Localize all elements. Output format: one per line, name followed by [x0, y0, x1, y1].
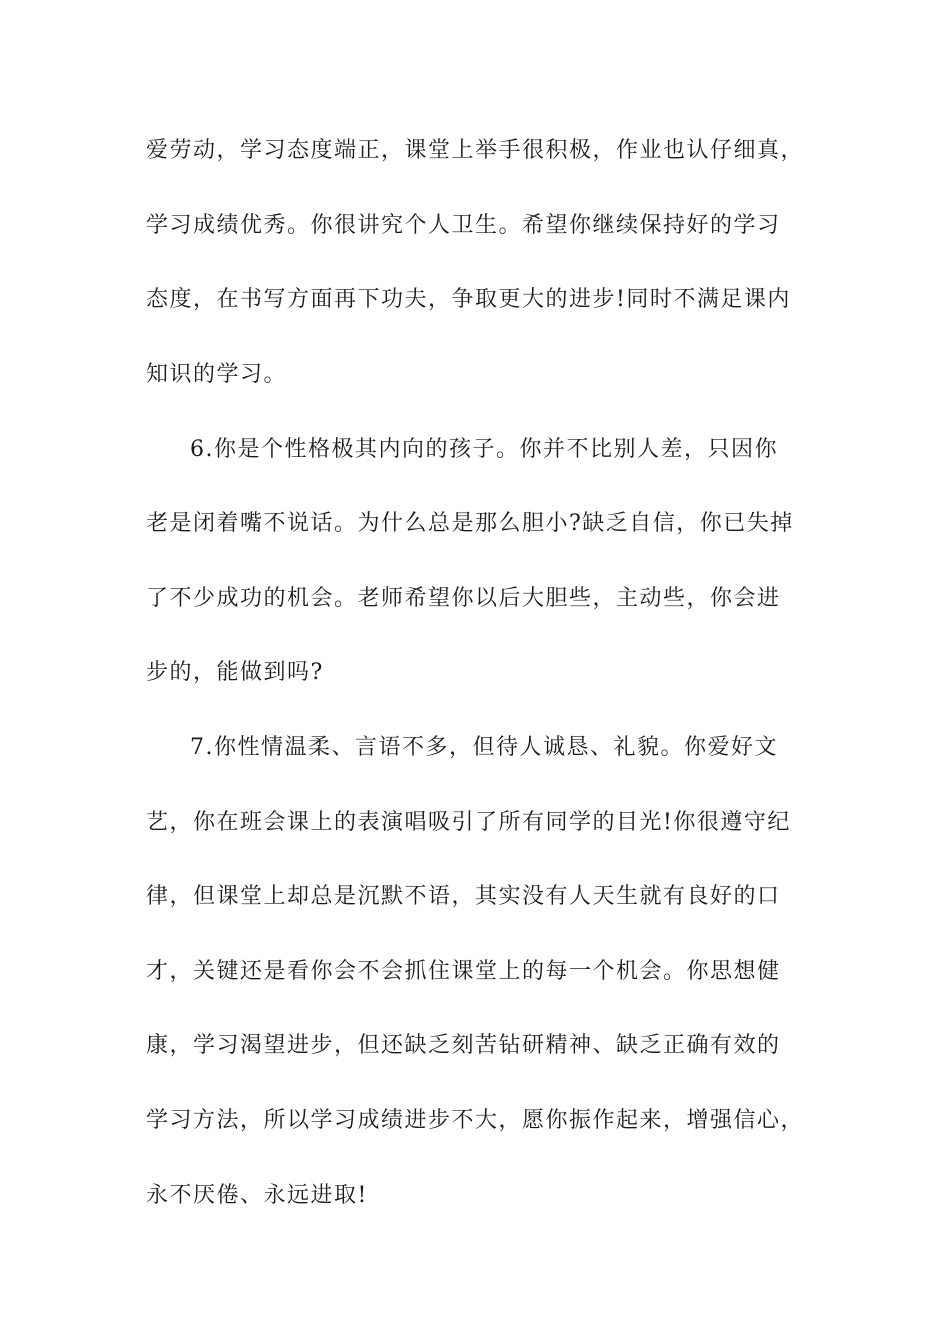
text-line: 学习成绩优秀。你很讲究个人卫生。希望你继续保持好的学习 [146, 213, 781, 238]
text-line: 学习方法，所以学习成绩进步不大，愿你振作起来，增强信心， [146, 1108, 805, 1133]
paragraph-6-first-line: 6.你是个性格极其内向的孩子。你并不比别人差，只因你 [190, 437, 778, 462]
text-line: 了不少成功的机会。老师希望你以后大胆些，主动些，你会进 [146, 586, 781, 611]
text-line: 律，但课堂上却总是沉默不语，其实没有人天生就有良好的口 [146, 884, 781, 909]
text-line: 永不厌倦、永远进取! [146, 1183, 368, 1208]
text-line: 知识的学习。 [146, 362, 288, 387]
text-line: 老是闭着嘴不说话。为什么总是那么胆小?缺乏自信，你已失掉 [146, 511, 794, 536]
text-line: 艺，你在班会课上的表演唱吸引了所有同学的目光!你很遵守纪 [146, 810, 791, 835]
text-line: 爱劳动，学习态度端正，课堂上举手很积极，作业也认仔细真， [146, 138, 805, 163]
text-line: 步的，能做到吗? [146, 660, 324, 685]
text-line: 态度，在书写方面再下功夫，争取更大的进步!同时不满足课内 [146, 287, 791, 312]
paragraph-7-first-line: 7.你性情温柔、言语不多，但待人诚恳、礼貌。你爱好文 [190, 735, 778, 760]
text-line: 康，学习渴望进步，但还缺乏刻苦钻研精神、缺乏正确有效的 [146, 1033, 781, 1058]
text-line: 才，关键还是看你会不会抓住课堂上的每一个机会。你思想健 [146, 959, 781, 984]
